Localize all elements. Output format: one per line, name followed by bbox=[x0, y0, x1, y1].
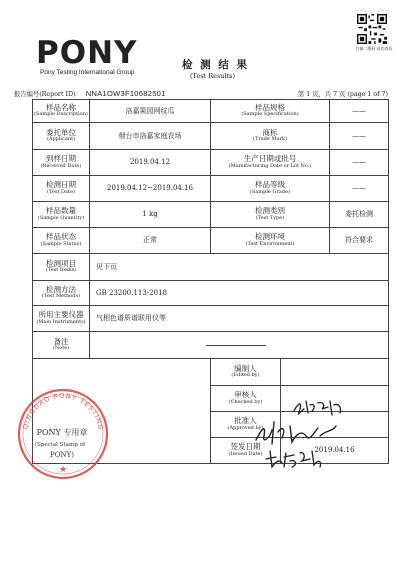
table-row bbox=[33, 332, 389, 359]
test-type-value: 委托检测 bbox=[330, 202, 389, 228]
svg-text:QINGDAO PONY TESTING bbox=[21, 392, 105, 431]
table-row bbox=[33, 202, 389, 228]
report-id-line bbox=[14, 89, 388, 98]
trade-mark-value: —— bbox=[330, 123, 389, 150]
qr-caption: 扫描二维码 真伪查验 bbox=[355, 46, 393, 51]
table-row bbox=[33, 306, 389, 332]
document-title-en: (Test Results) bbox=[190, 72, 236, 80]
note-divider bbox=[206, 345, 266, 346]
sample-quantity-value: 1 kg bbox=[90, 202, 211, 228]
stamp-line1: PONY 专用章 bbox=[36, 428, 88, 437]
report-id-label: 报告编号(Report ID)： bbox=[14, 91, 82, 98]
field-label: 委托单位 (Applicant) bbox=[33, 123, 90, 150]
field-label: 样品规格 (Sample Specification) bbox=[211, 100, 330, 123]
instruments-value: 气相色谱质谱联用仪等 bbox=[90, 306, 389, 332]
table-row bbox=[33, 359, 389, 386]
issued-date-value: 2019.04.16 bbox=[281, 438, 389, 464]
stamp-line3: PONY) bbox=[50, 451, 74, 459]
field-label: 样品数量 (Sample Quantity) bbox=[33, 202, 90, 228]
field-label: 样品名称 (Sample Description) bbox=[33, 100, 90, 123]
applicant-value: 烟台市洛嘉家庭农场 bbox=[90, 123, 211, 150]
table-row bbox=[33, 281, 389, 306]
test-date-value: 2019.04.12~2019.04.16 bbox=[90, 176, 211, 202]
page-info: 第 1 页，共 7 页 (page 1 of 7) bbox=[297, 91, 388, 98]
signature-checked-by bbox=[252, 418, 340, 448]
svg-text:★: ★ bbox=[58, 465, 68, 475]
note-value bbox=[90, 332, 389, 359]
sample-spec-value: —— bbox=[330, 100, 389, 123]
field-label: 检测日期 (Test Date) bbox=[33, 176, 90, 202]
report-number: NNA1OW3F10682501 bbox=[85, 89, 166, 98]
sample-name-value: 洛嘉果园网纹瓜 bbox=[90, 100, 211, 123]
field-label: 所用主要仪器 (Main Instruments) bbox=[33, 306, 90, 332]
field-label: 审核人 (Checked by) bbox=[211, 386, 281, 412]
field-label: 样品状态 (Sample Status) bbox=[33, 228, 90, 254]
table-row bbox=[33, 228, 389, 254]
field-label: 检测方法 (Test Methods) bbox=[33, 281, 90, 306]
test-methods-value: GB 23200.113-2018 bbox=[90, 281, 389, 306]
field-label: 生产日期或批号 (Manufacturing Date or Lot No.) bbox=[211, 150, 330, 176]
field-label: 检测项目 (Test Items) bbox=[33, 254, 90, 281]
test-items-value: 见下页 bbox=[90, 254, 389, 281]
received-date-value: 2019.04.12 bbox=[90, 150, 211, 176]
qr-code-icon bbox=[357, 14, 387, 44]
company-stamp bbox=[16, 387, 110, 481]
field-label: 到样日期 (Received Date) bbox=[33, 150, 90, 176]
test-env-value: 符合要求 bbox=[330, 228, 389, 254]
company-logo: PONY bbox=[36, 35, 138, 71]
table-row bbox=[33, 176, 389, 202]
field-label: 签发日期 (Issued Date) bbox=[211, 438, 281, 464]
edited-by-signature bbox=[281, 359, 389, 386]
stamp-line2: (Special Stamp of bbox=[34, 442, 86, 448]
sample-status-value: 正常 bbox=[90, 228, 211, 254]
signature-edited-by bbox=[290, 397, 346, 419]
stamp-ring-text: QINGDAO PONY TESTING bbox=[21, 391, 105, 432]
field-label: 样品等级 (Sample Grade) bbox=[211, 176, 330, 202]
field-label: 批准人 (Approved by) bbox=[211, 412, 281, 438]
table-row bbox=[33, 123, 389, 150]
field-label: 商标 (Trade Mark) bbox=[211, 123, 330, 150]
table-row bbox=[33, 150, 389, 176]
signature-approved-by bbox=[262, 447, 326, 471]
document-title: 检 测 结 果 bbox=[182, 59, 249, 71]
field-label: 检测环境 (Test Environment) bbox=[211, 228, 330, 254]
field-label: 编制人 (Edited by) bbox=[211, 359, 281, 386]
company-name: Pony Testing International Group bbox=[40, 69, 135, 76]
mfg-date-value: —— bbox=[330, 150, 389, 176]
table-row bbox=[33, 100, 389, 123]
sample-grade-value: —— bbox=[330, 176, 389, 202]
table-row bbox=[33, 254, 389, 281]
field-label: 备注 (Note) bbox=[33, 332, 90, 359]
field-label: 检测类别 (Test Type) bbox=[211, 202, 330, 228]
